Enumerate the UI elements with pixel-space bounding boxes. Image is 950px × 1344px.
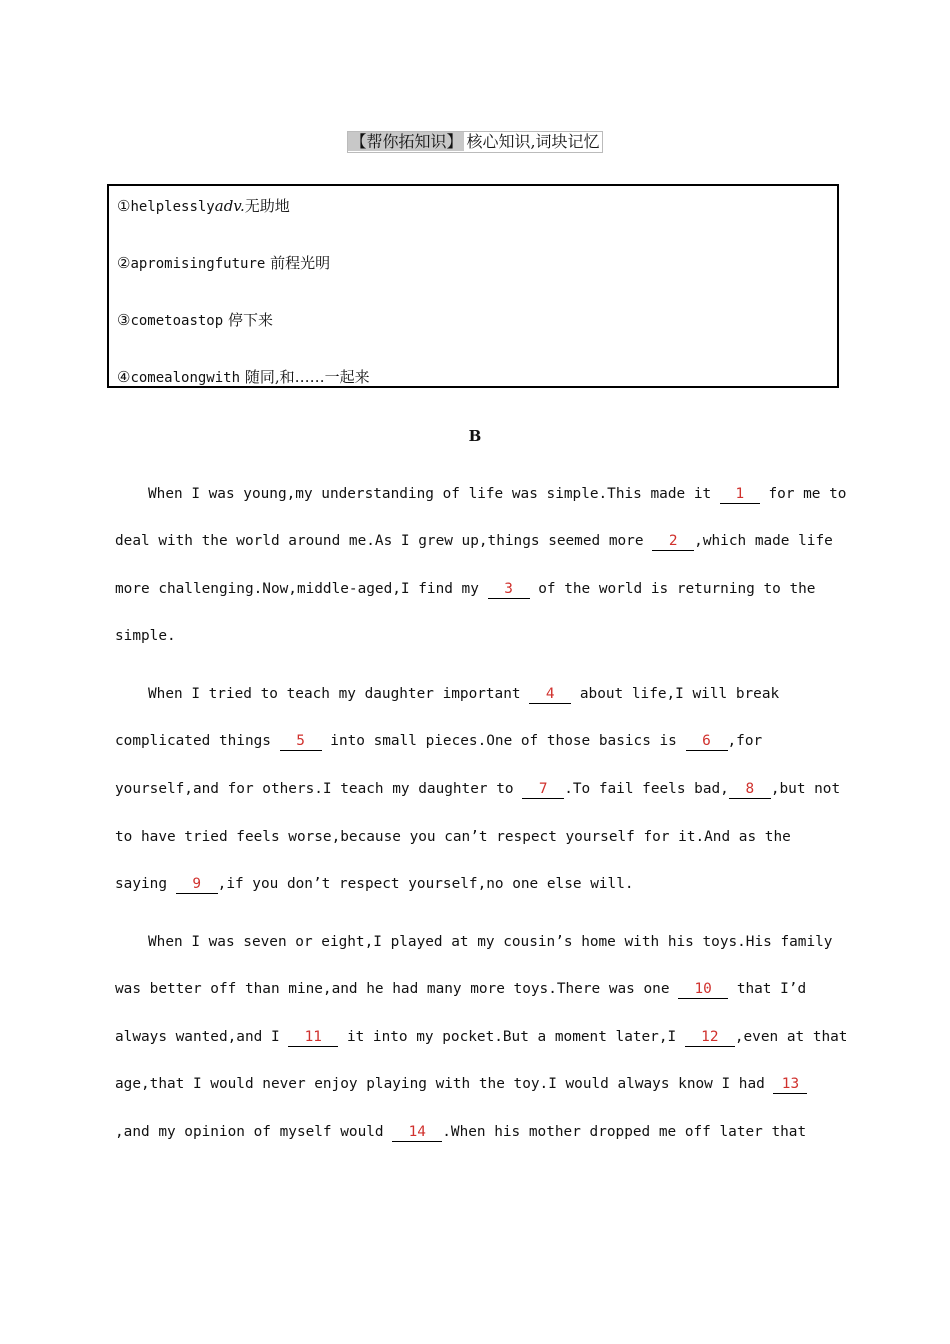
passage-text: of the world is returning to the [529,581,816,597]
passage-line [115,1074,807,1094]
passage-line [115,1027,847,1047]
blank-11[interactable]: 11 [288,1028,338,1047]
heading-tag: 【帮你拓知识】 [350,132,463,151]
passage-line [115,979,806,999]
passage-text: that I’d [728,981,807,997]
vocab-item: ③cometoastop 停下来 [117,311,273,329]
blank-2[interactable]: 2 [652,532,694,551]
passage-line: to have tried feels worse,because you can’t respect yourself for it.And as the [115,829,791,845]
blank-4[interactable]: 4 [529,685,571,704]
passage-text: into small pieces.One of those basics is [321,733,686,749]
passage-text: .To fail feels bad, [564,781,729,797]
blank-13[interactable]: 13 [773,1075,807,1094]
passage-line [115,684,779,704]
passage-text: When I tried to teach my daughter important [148,686,530,702]
passage-text: ,but not [770,781,841,797]
passage-text: was better off than mine,and he had many more toys.There was one [115,981,679,997]
heading-title: 核心知识,词块记忆 [466,132,600,151]
passage-text: ,if you don’t respect yourself,no one else will. [217,876,634,892]
blank-8[interactable]: 8 [729,780,771,799]
blank-3[interactable]: 3 [488,580,530,599]
passage-text: ,which made life [694,533,833,549]
vocabulary-box [107,184,839,388]
section-label: B [468,427,482,445]
passage-text: ,even at that [734,1029,848,1045]
passage-text: always wanted,and I [115,1029,289,1045]
passage-line [115,1122,806,1142]
passage-line [115,874,634,894]
blank-7[interactable]: 7 [522,780,564,799]
passage-text: age,that I would never enjoy playing with the toy.I would always know I had [115,1076,774,1092]
passage-text: When I was young,my understanding of life was simple.This made it [148,486,720,502]
passage-text: saying [115,876,176,892]
blank-5[interactable]: 5 [280,732,322,751]
blank-12[interactable]: 12 [685,1028,735,1047]
passage-line: When I was seven or eight,I played at my cousin’s home with his toys.His family [148,934,833,950]
passage-text: it into my pocket.But a moment later,I [338,1029,685,1045]
vocab-item: ①helplesslyadv.无助地 [117,197,290,215]
passage-text: .When his mother dropped me off later that [442,1124,807,1140]
passage-line [115,731,762,751]
passage-line [115,579,815,599]
vocab-item: ②apromisingfuture 前程光明 [117,254,331,272]
blank-10[interactable]: 10 [678,980,728,999]
passage-text: complicated things [115,733,280,749]
passage-text: about life,I will break [571,686,780,702]
passage-text: for me to [759,486,847,502]
blank-6[interactable]: 6 [686,732,728,751]
blank-9[interactable]: 9 [176,875,218,894]
passage-line [115,484,846,504]
passage-text: deal with the world around me.As I grew up,things seemed more [115,533,653,549]
passage-text: ,and my opinion of myself would [115,1124,393,1140]
blank-14[interactable]: 14 [392,1123,442,1142]
passage-line [115,779,840,799]
section-heading [0,131,950,153]
passage-line [115,531,833,551]
blank-1[interactable]: 1 [720,485,760,504]
passage-line: simple. [115,628,176,644]
passage-text: ,for [727,733,763,749]
passage-text: yourself,and for others.I teach my daughter to [115,781,523,797]
passage-text: more challenging.Now,middle-aged,I find my [115,581,488,597]
vocab-item: ④comealongwith 随同,和……一起来 [117,368,370,386]
